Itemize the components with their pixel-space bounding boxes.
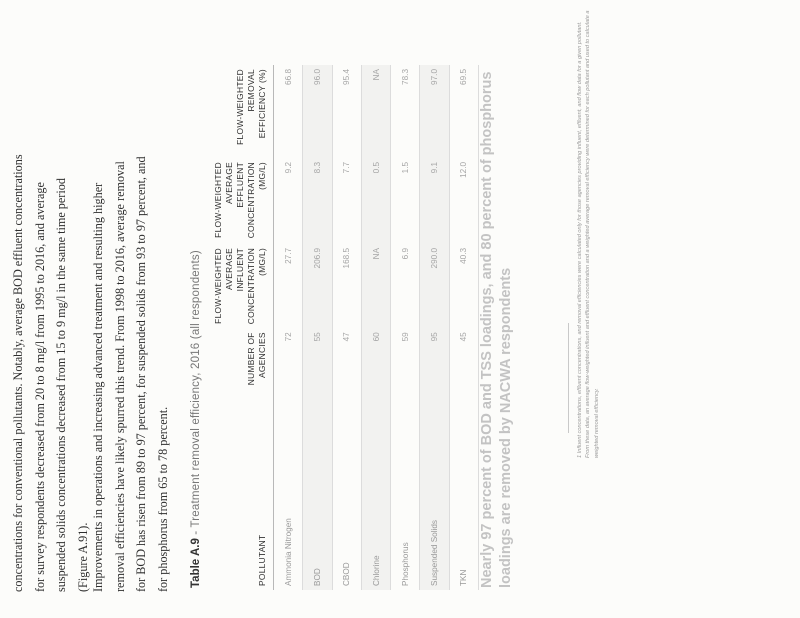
body-paragraph-1: concentrations for conventional pollutants. Notably, average BOD effluent concentrations for survey respondents decreased from 20 to 8 mg/l from 1995 to 2016, and average suspended solids concentrations decreased from 15 to 9 mg/l in the same time period (Figure A.91).: [11, 154, 90, 592]
cell-influent: 168.5: [332, 244, 361, 328]
table-row: [274, 65, 303, 590]
cell-efficiency: 78.3: [391, 65, 420, 158]
table-row: [332, 65, 361, 590]
cell-influent: 27.7: [274, 244, 303, 328]
cell-effluent: 1.5: [391, 158, 420, 244]
header-influent-concentration: FLOW-WEIGHTED AVERAGE INFLUENT CONCENTRATION (MG/L): [213, 244, 274, 328]
cell-influent: 40.3: [449, 244, 478, 328]
cell-agencies: 72: [274, 328, 303, 390]
table-number: Table A.9: [190, 538, 202, 588]
cell-effluent: 12.0: [449, 158, 478, 244]
cell-efficiency: 66.8: [274, 65, 303, 158]
table-row: [420, 65, 449, 590]
table-row: [361, 65, 390, 590]
cell-influent: 206.9: [303, 244, 332, 328]
footnote: 1 Influent concentrations, effluent concentrations, and removal efficiencies were calculated only for those agencies providing influent, effluent, and flow data for a given pollutant. From these data, an average flow-weighted influent and effluent concentration and a weighted average removal efficiency were determined for each pollutant and used to calculate a weighted removal efficiency.: [577, 10, 600, 458]
cell-pollutant: Phosphorus: [391, 390, 420, 590]
cell-effluent: 0.5: [361, 158, 390, 244]
cell-influent: 6.9: [391, 244, 420, 328]
table-caption: Table A.9 - Treatment removal efficiency, 2016 (all respondents): [190, 250, 202, 588]
footnote-divider: [568, 323, 569, 433]
cell-pollutant: CBOD: [332, 390, 361, 590]
cell-influent: NA: [361, 244, 390, 328]
header-removal-efficiency: FLOW-WEIGHTED REMOVAL EFFICIENCY (%): [213, 65, 274, 158]
cell-pollutant: Ammonia Nitrogen: [274, 390, 303, 590]
table-header-row: [213, 65, 274, 590]
table-title: Treatment removal efficiency, 2016 (all respondents): [190, 250, 202, 528]
cell-effluent: 9.1: [420, 158, 449, 244]
cell-pollutant: Suspended Solids: [420, 390, 449, 590]
table-row: [449, 65, 478, 590]
table-row: [303, 65, 332, 590]
body-paragraph-2: Improvements in operations and increasing advanced treatment and resulting higher removal efficiencies have likely spurred this trend. From 1998 to 2016, average removal for BOD has risen from 89 to 97 percent, for suspended solids from 93 to 97 percent, and for phosphorus from 65 to 78 percent.: [91, 156, 170, 592]
cell-efficiency: NA: [361, 65, 390, 158]
cell-agencies: 47: [332, 328, 361, 390]
cell-agencies: 60: [361, 328, 390, 390]
cell-influent: 290.0: [420, 244, 449, 328]
cell-agencies: 59: [391, 328, 420, 390]
header-effluent-concentration: FLOW-WEIGHTED AVERAGE EFFLUENT CONCENTRATION (MG/L): [213, 158, 274, 244]
table-row: [391, 65, 420, 590]
cell-agencies: 55: [303, 328, 332, 390]
pull-quote: Nearly 97 percent of BOD and TSS loadings, and 80 percent of phosphorus loadings are removed by NACWA respondents: [479, 71, 514, 588]
cell-efficiency: 96.0: [303, 65, 332, 158]
cell-effluent: 9.2: [274, 158, 303, 244]
header-number-of-agencies: NUMBER OF AGENCIES: [213, 328, 274, 390]
cell-pollutant: TKN: [449, 390, 478, 590]
cell-efficiency: 97.0: [420, 65, 449, 158]
cell-effluent: 8.3: [303, 158, 332, 244]
cell-pollutant: Chlorine: [361, 390, 390, 590]
cell-efficiency: 95.4: [332, 65, 361, 158]
cell-effluent: 7.7: [332, 158, 361, 244]
removal-efficiency-table: [213, 65, 479, 590]
cell-efficiency: 69.5: [449, 65, 478, 158]
cell-pollutant: BOD: [303, 390, 332, 590]
header-pollutant: POLLUTANT: [213, 390, 274, 590]
cell-agencies: 45: [449, 328, 478, 390]
cell-agencies: 95: [420, 328, 449, 390]
